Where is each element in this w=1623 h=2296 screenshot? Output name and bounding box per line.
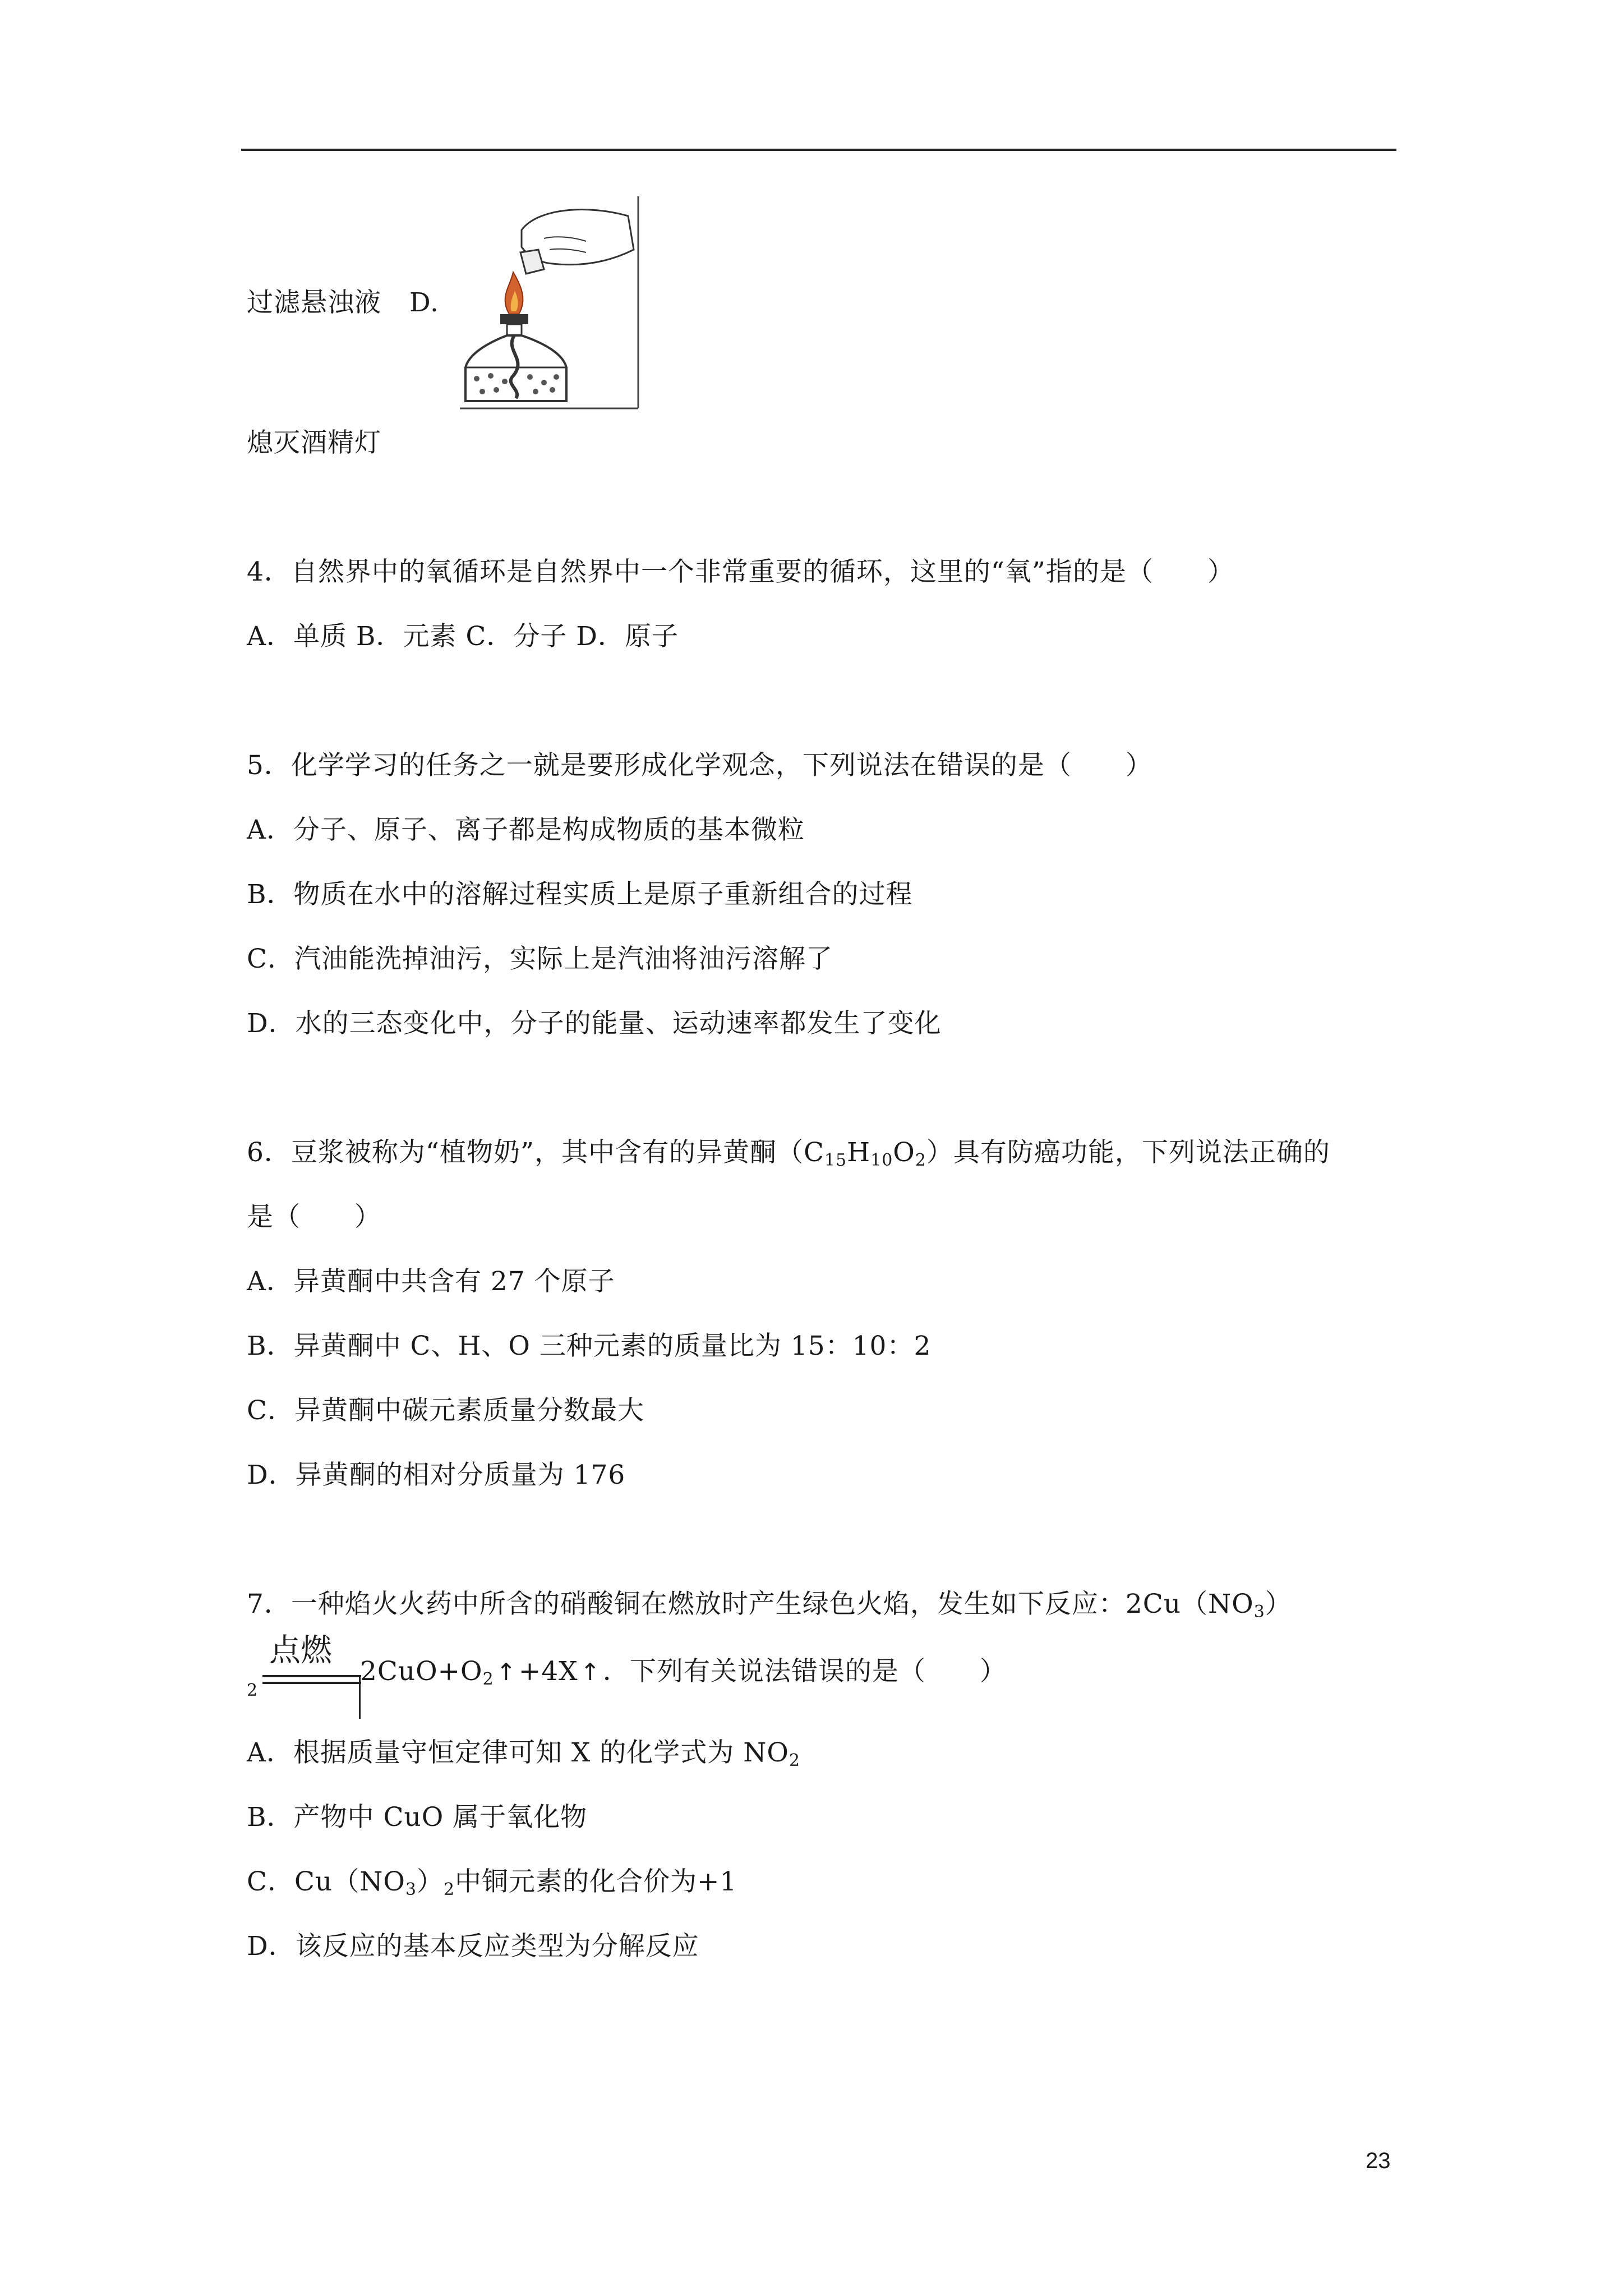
q7-option-b: B．产物中 CuO 属于氧化物	[247, 1802, 588, 1833]
q6-stem	[247, 1136, 1330, 1170]
q7-option-a	[247, 1736, 800, 1770]
q6-stem-part: H	[847, 1137, 871, 1168]
gas-up-arrow-icon: ↑	[580, 1658, 601, 1686]
q7-eq-part: +4X	[518, 1656, 578, 1687]
q7-equation	[360, 1655, 1007, 1689]
q3-c-text: 过滤悬浊液	[247, 287, 381, 318]
q6-option-a: A．异黄酮中共含有 27 个原子	[247, 1266, 615, 1297]
q7-eq-part: 2CuO+O	[360, 1656, 483, 1687]
equals-bar-top	[262, 1675, 361, 1677]
q6-stem-part: O	[893, 1137, 915, 1168]
q7-opt-part: 中铜元素的化合价为+1	[455, 1866, 737, 1897]
reaction-condition-label: 点燃	[269, 1632, 332, 1669]
q3-option-c-label	[247, 286, 439, 320]
q6-sub: 10	[870, 1151, 893, 1170]
q7-opt-part: C．Cu（NO	[247, 1866, 405, 1897]
q5-option-d: D．水的三态变化中，分子的能量、运动速率都发生了变化	[247, 1008, 942, 1039]
q6-sub: 2	[915, 1151, 926, 1170]
gas-up-arrow-icon: ↑	[496, 1658, 517, 1686]
q7-sub: 2	[443, 1880, 455, 1899]
q5-option-a: A．分子、原子、离子都是构成物质的基本微粒	[247, 815, 805, 845]
q5-option-b: B．物质在水中的溶解过程实质上是原子重新组合的过程	[247, 879, 913, 910]
header-rule	[241, 149, 1396, 151]
q3-d-prefix: D.	[409, 287, 439, 318]
q7-sub: 3	[405, 1880, 417, 1899]
q6-stem-part: 6．豆浆被称为“植物奶”，其中含有的异黄酮（C	[247, 1137, 824, 1168]
q7-sub: 2	[482, 1669, 494, 1689]
page-number: 23	[1366, 2148, 1391, 2173]
q5-stem: 5．化学学习的任务之一就是要形成化学观念，下列说法在错误的是（ ）	[247, 750, 1152, 781]
q7-stem	[247, 1588, 1292, 1621]
q6-option-c: C．异黄酮中碳元素质量分数最大	[247, 1395, 644, 1426]
q7-option-d: D．该反应的基本反应类型为分解反应	[247, 1931, 699, 1962]
q3-option-d-label: 熄灭酒精灯	[247, 427, 381, 458]
q6-stem-part: ）具有防癌功能，下列说法正确的	[926, 1137, 1330, 1168]
q4-stem: 4．自然界中的氧循环是自然界中一个非常重要的循环，这里的“氧”指的是（ ）	[247, 556, 1234, 587]
q6-sub: 15	[824, 1151, 847, 1170]
q7-sub: 2	[247, 1681, 258, 1700]
q7-eq-part: ．下列有关说法错误的是（ ）	[602, 1656, 1007, 1687]
q7-opt-part: A．根据质量守恒定律可知 X 的化学式为 NO	[247, 1737, 789, 1768]
q5-option-c: C．汽油能洗掉油污，实际上是汽油将油污溶解了	[247, 944, 833, 974]
q7-sub: 2	[789, 1751, 800, 1770]
q7-stem-part: 7．一种焰火火药中所含的硝酸铜在燃放时产生绿色火焰，发生如下反应：2Cu（NO	[247, 1589, 1254, 1619]
q6-option-b: B．异黄酮中 C、H、O 三种元素的质量比为 15：10：2	[247, 1331, 932, 1361]
equals-bar-bottom	[262, 1682, 361, 1684]
q7-opt-part: ）	[416, 1866, 444, 1897]
q6-option-d: D．异黄酮的相对分质量为 176	[247, 1460, 626, 1490]
q7-sub: 3	[1253, 1602, 1265, 1622]
q7-stem-part: ）	[1265, 1589, 1292, 1619]
q7-option-c	[247, 1865, 737, 1899]
q6-stem-continuation: 是（ ）	[247, 1202, 381, 1232]
extinguish-alcohol-lamp-figure	[460, 196, 645, 409]
reaction-condition-box	[247, 1631, 359, 1721]
q4-options: A．单质 B．元素 C．分子 D．原子	[247, 621, 679, 652]
